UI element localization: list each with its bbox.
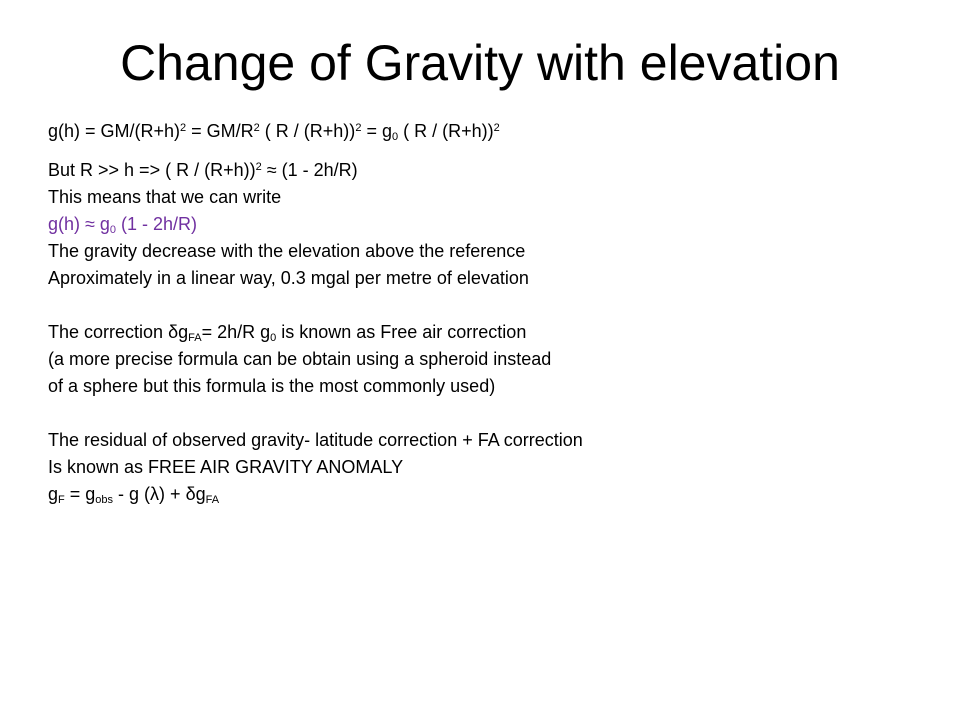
text-line: Aproximately in a linear way, 0.3 mgal per metre of elevation: [48, 268, 529, 288]
free-air-correction-line: The correction $\delta g_{FA}= 2h/R$ $g_0$ is known as Free air correction: [48, 322, 527, 344]
text-line: This means that we can write: [48, 187, 282, 207]
slide-body: [48, 118, 938, 508]
spacer: [48, 292, 938, 319]
highlighted-formula-line: $g(h) \approx g_0$ (1 - 2h/R): [48, 214, 198, 236]
text-line: (a more precise formula can be obtain using a spheroid instead: [48, 349, 552, 369]
text-line: Is known as FREE AIR GRAVITY ANOMALY: [48, 457, 404, 477]
spacer: [48, 400, 938, 427]
text-line: of a sphere but this formula is the most commonly used): [48, 376, 496, 396]
gravity-formula-line: $g(h) = GM/(R+h)^2 = GM/R^2$ ( $R / (R+h))^2 = g_0$ ( R / (R+h))$^2$: [48, 121, 500, 143]
text-line: The residual of observed gravity- latitude correction + FA correction: [48, 430, 583, 450]
text-line: The gravity decrease with the elevation above the reference: [48, 241, 526, 261]
approximation-line: But R >> h => ( R / (R+h))$^2$ ≈ (1 - 2h/R): [48, 160, 358, 180]
free-air-anomaly-formula-line: $g_F = g_{obs} - g$ $(\lambda) + \delta g_{FA}$: [48, 484, 220, 506]
slide-title: Change of Gravity with elevation: [120, 35, 840, 91]
